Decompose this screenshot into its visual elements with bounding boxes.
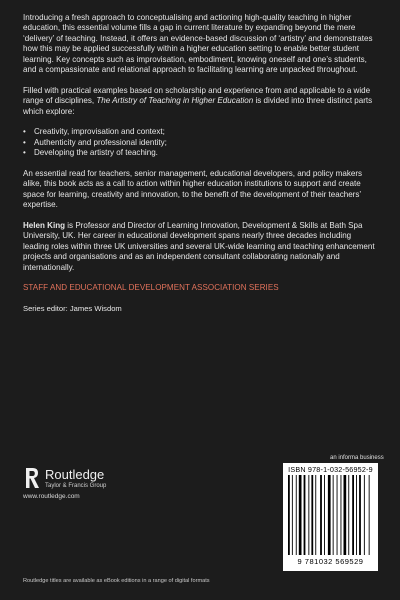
isbn-label: ISBN 978-1-032-56952-9 [288, 465, 373, 474]
barcode-icon [286, 475, 375, 557]
author-bio-text: is Professor and Director of Learning Innovation, Development & Skills at Bath Spa University, UK. Her career in educational development spans nearly three decades including leading roles within three UK universities and several UK-wide learning and teaching enhancement projects and organisations and as an independent consultant collaborating nationally and internationally. [23, 221, 375, 272]
description-paragraph: Introducing a fresh approach to conceptualising and actioning high-quality teaching in higher education, this essential volume fills a gap in current literature by expanding beyond the mere ‘delivery’ of teaching. Instead, it offers an evidence-based discussion of ‘artistry’ and demonstrates how this may be applied successfully within a higher education setting to enable better student learning. Key concepts such as improvisation, embodiment, knowing oneself and one’s students, and a compassionate and relational approach to facilitating learning are unpacked throughout. [23, 13, 373, 75]
isbn-barcode-box [283, 463, 378, 571]
parts-list [23, 127, 379, 158]
series-title: STAFF AND EDUCATIONAL DEVELOPMENT ASSOCIATION SERIES [23, 283, 279, 293]
series-editor: Series editor: James Wisdom [23, 303, 122, 313]
overview-lead: Filled with practical examples based on scholarship and experience from and applicable to a wide range of disciplines, [23, 85, 371, 106]
author-name: Helen King [23, 221, 66, 231]
publisher-brand: Routledge [45, 467, 105, 482]
informa-note: an informa business [330, 455, 384, 461]
overview-tail: is divided into three distinct parts which explore: [23, 96, 373, 116]
audience-paragraph: An essential read for teachers, senior management, educational developers, and policy makers alike, this book acts as a call to action within higher education institutions to support and create space for learning, creativity and innovation, to the benefit of the development of their teachers’ expertise. [23, 169, 363, 210]
list-item: • Creativity, improvisation and context; [34, 127, 379, 137]
back-cover-text [23, 13, 379, 314]
publisher-url: www.routledge.com [23, 493, 80, 500]
publisher-logo [23, 466, 173, 506]
barcode-digits: 9 781032 569529 [297, 557, 364, 566]
list-item: • Authenticity and professional identity; [34, 138, 379, 148]
overview-paragraph [23, 86, 379, 117]
book-title: The Artistry of Teaching in Higher Education [96, 96, 254, 106]
author-bio [23, 221, 379, 273]
list-item: • Developing the artistry of teaching. [34, 148, 379, 158]
routledge-r-icon [23, 466, 41, 490]
ebook-note: Routledge titles are available as eBook editions in a range of digital formats [23, 578, 210, 584]
publisher-group: Taylor & Francis Group [45, 483, 107, 489]
